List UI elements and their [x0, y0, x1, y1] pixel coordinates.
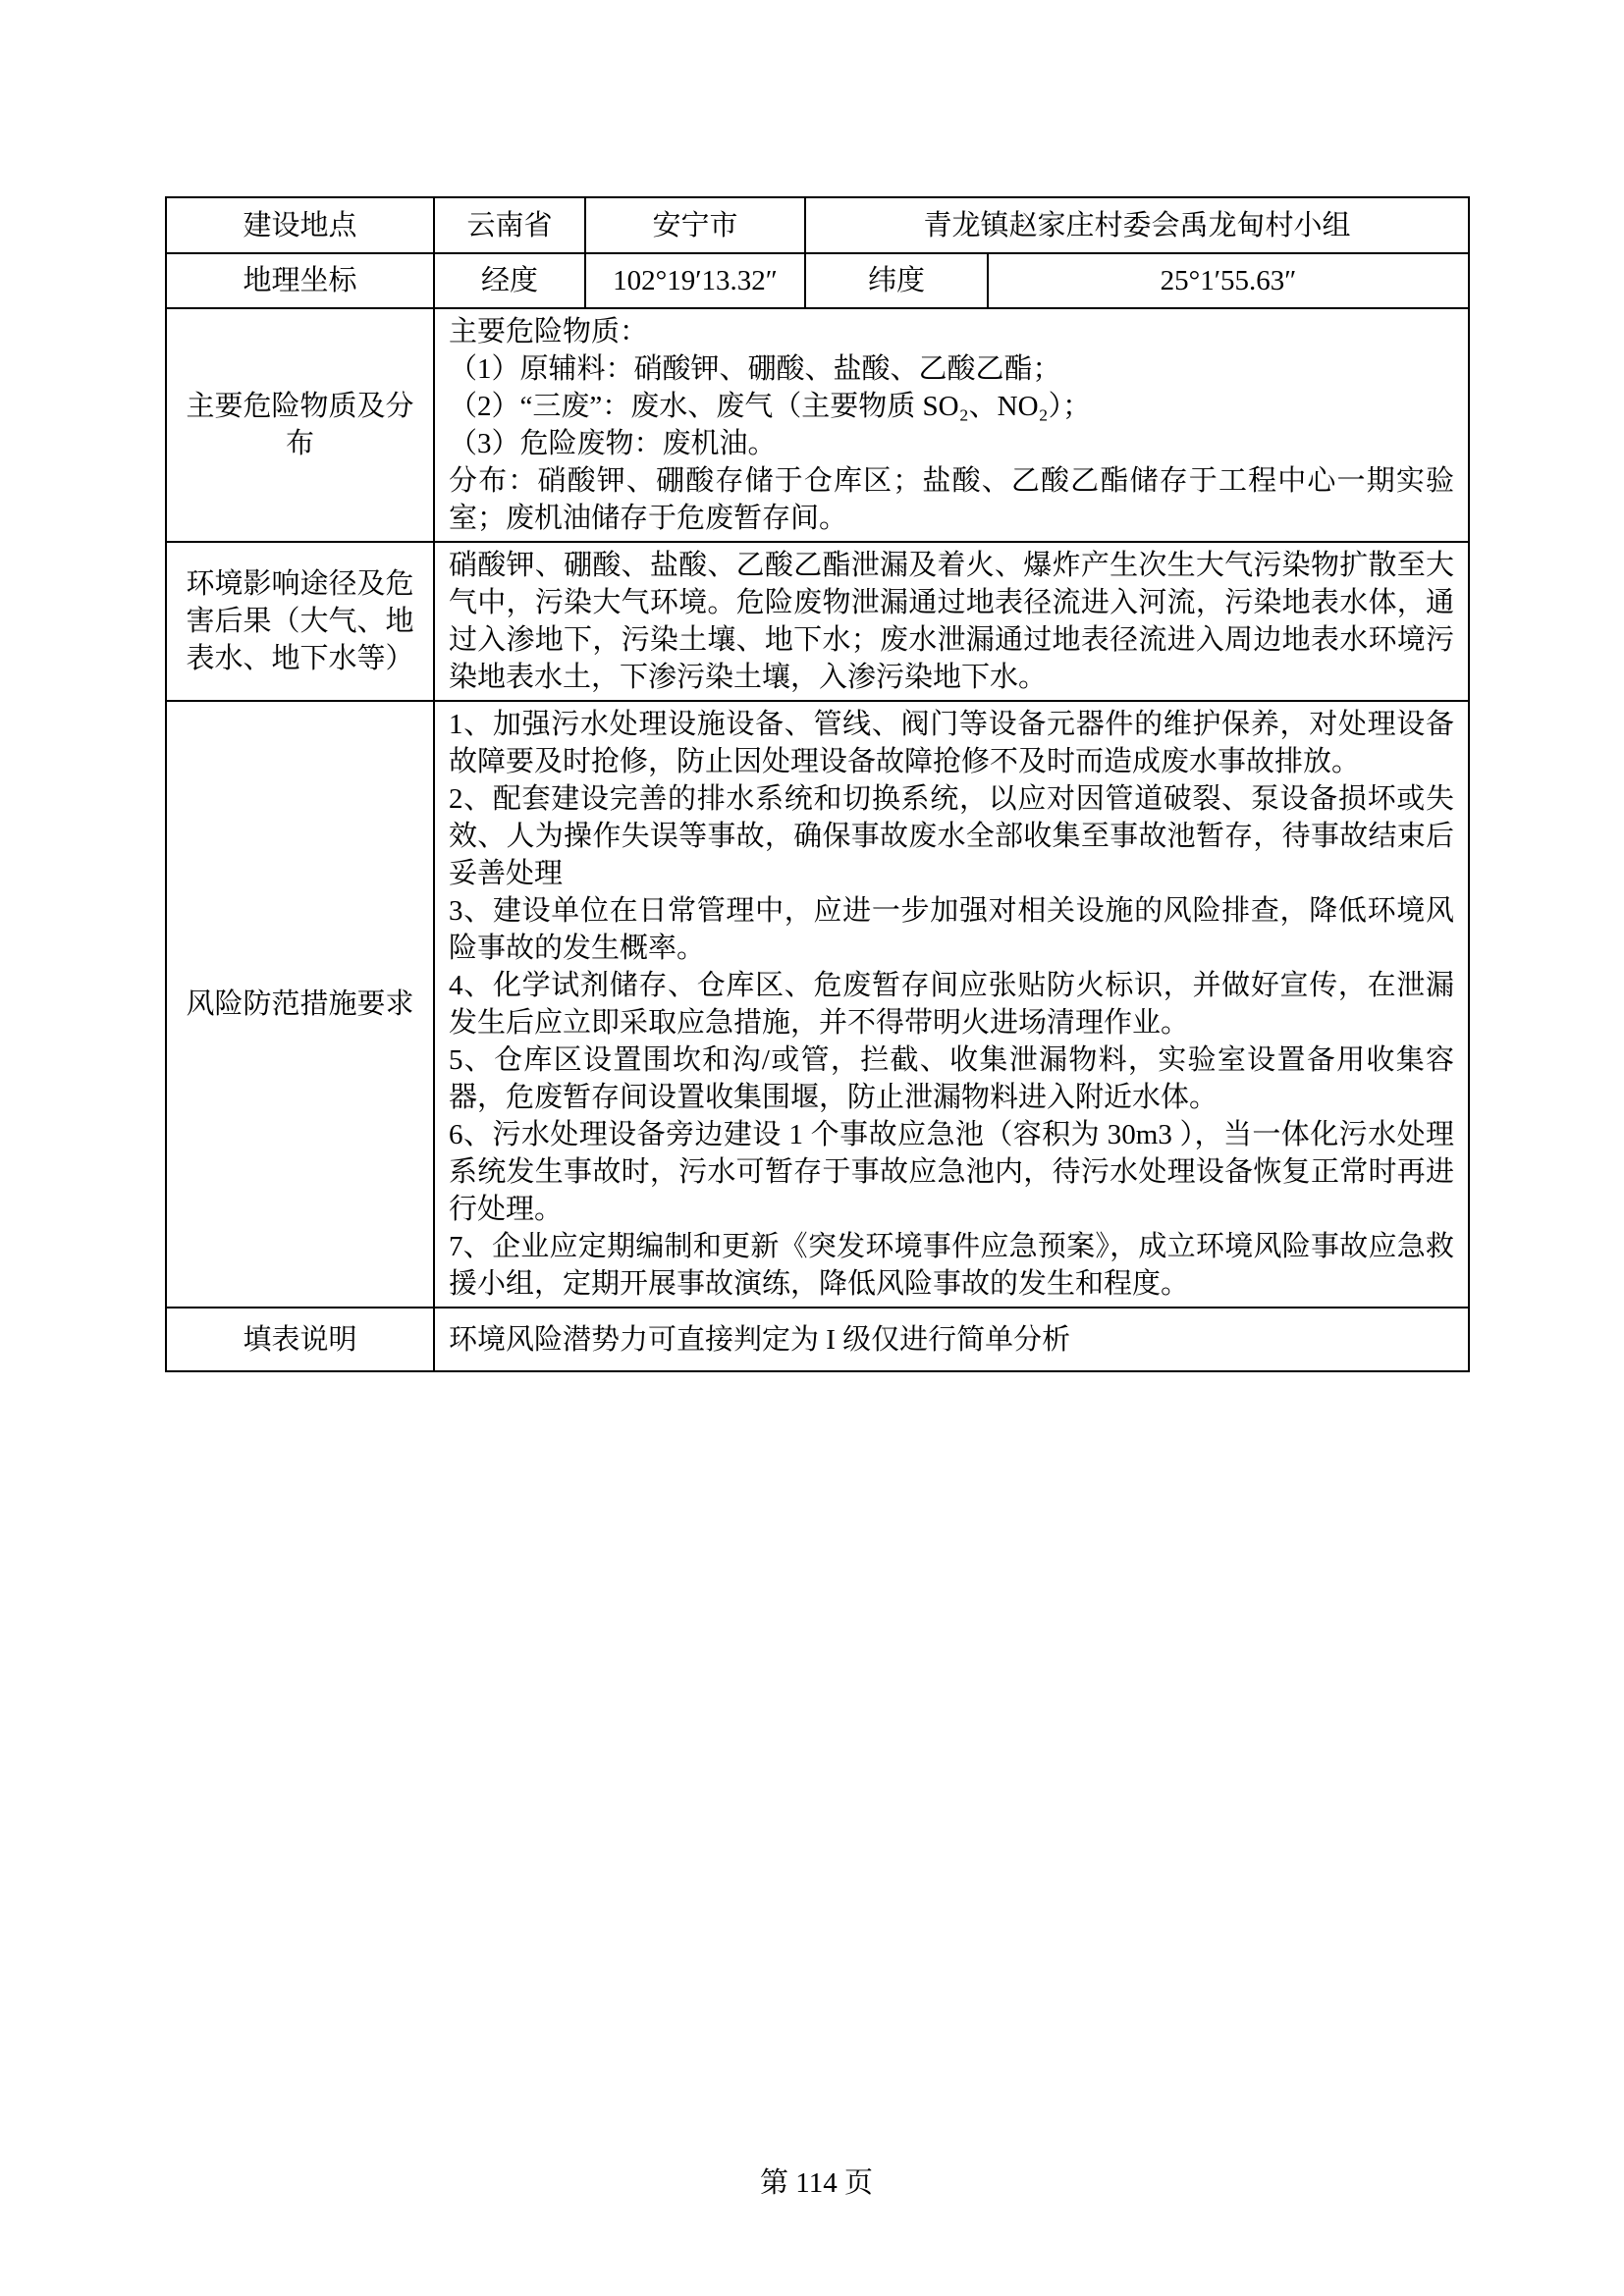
measures-header-cell: 风险防范措施要求 — [166, 701, 434, 1308]
measure-item: 5、仓库区设置围坎和沟/或管，拦截、收集泄漏物料，实验室设置备用收集容器，危废暂存间设置收集围堰，防止泄漏物料进入附近水体。 — [449, 1044, 1455, 1113]
coords-header-cell: 地理坐标 — [166, 253, 434, 308]
location-header-cell: 建设地点 — [166, 197, 434, 253]
location-row — [166, 197, 1469, 253]
notes-content-cell: 环境风险潜势力可直接判定为 I 级仅进行简单分析 — [434, 1308, 1469, 1371]
hazmat-line: 主要危险物质： — [449, 316, 649, 347]
province-cell: 云南省 — [434, 197, 585, 253]
project-info-table — [165, 196, 1470, 1372]
measures-row — [166, 701, 1469, 1308]
impact-text: 硝酸钾、硼酸、盐酸、乙酸乙酯泄漏及着火、爆炸产生次生大气污染物扩散至大气中，污染大气环境。危险废物泄漏通过地表径流进入河流，污染地表水体，通过入渗地下，污染土壤、地下水；废水泄漏通过地表径流进入周边地表水环境污染地表水土，下渗污染土壤，入渗污染地下水。 — [449, 550, 1455, 693]
hazmat-line: （2）“三废”：废水、废气（主要物质 SO₂、NO₂）； — [449, 391, 1092, 422]
notes-row — [166, 1308, 1469, 1371]
measure-item: 4、化学试剂储存、仓库区、危废暂存间应张贴防火标识，并做好宣传，在泄漏发生后应立即采取应急措施，并不得带明火进场清理作业。 — [449, 970, 1455, 1039]
impact-row — [166, 542, 1469, 701]
measures-content-cell — [434, 701, 1469, 1308]
measure-item: 6、污水处理设备旁边建设 1 个事故应急池（容积为 30m3 ），当一体化污水处理系统发生事故时，污水可暂存于事故应急池内，待污水处理设备恢复正常时再进行处理。 — [449, 1119, 1455, 1225]
measure-item: 2、配套建设完善的排水系统和切换系统，以应对因管道破裂、泵设备损坏或失效、人为操作失误等事故，确保事故废水全部收集至事故池暂存，待事故结束后妥善处理 — [449, 783, 1455, 889]
hazmat-line: 分布：硝酸钾、硼酸存储于仓库区；盐酸、乙酸乙酯储存于工程中心一期实验室；废机油储存于危废暂存间。 — [449, 465, 1455, 534]
longitude-label-cell: 经度 — [434, 253, 585, 308]
impact-header-cell: 环境影响途径及危害后果（大气、地表水、地下水等） — [166, 542, 434, 701]
city-cell: 安宁市 — [585, 197, 805, 253]
page-number: 第 114 页 — [760, 2167, 873, 2199]
site-cell: 青龙镇赵家庄村委会禹龙甸村小组 — [805, 197, 1469, 253]
measure-item: 3、建设单位在日常管理中，应进一步加强对相关设施的风险排查，降低环境风险事故的发生概率。 — [449, 895, 1455, 964]
latitude-value-cell: 25°1′55.63″ — [988, 253, 1469, 308]
hazmat-header-cell: 主要危险物质及分布 — [166, 308, 434, 542]
notes-header-cell: 填表说明 — [166, 1308, 434, 1371]
measure-item: 7、企业应定期编制和更新《突发环境事件应急预案》，成立环境风险事故应急救援小组，定期开展事故演练，降低风险事故的发生和程度。 — [449, 1231, 1455, 1300]
impact-content-cell — [434, 542, 1469, 701]
coordinates-row — [166, 253, 1469, 308]
hazmat-line: （3）危险废物：废机油。 — [449, 428, 777, 459]
longitude-value-cell: 102°19′13.32″ — [585, 253, 805, 308]
hazmat-content-cell — [434, 308, 1469, 542]
hazardous-materials-row — [166, 308, 1469, 542]
hazmat-line: （1）原辅料：硝酸钾、硼酸、盐酸、乙酸乙酯； — [449, 353, 1061, 385]
latitude-label-cell: 纬度 — [805, 253, 988, 308]
measure-item: 1、加强污水处理设施设备、管线、阀门等设备元器件的维护保养，对处理设备故障要及时抢修，防止因处理设备故障抢修不及时而造成废水事故排放。 — [449, 709, 1455, 777]
